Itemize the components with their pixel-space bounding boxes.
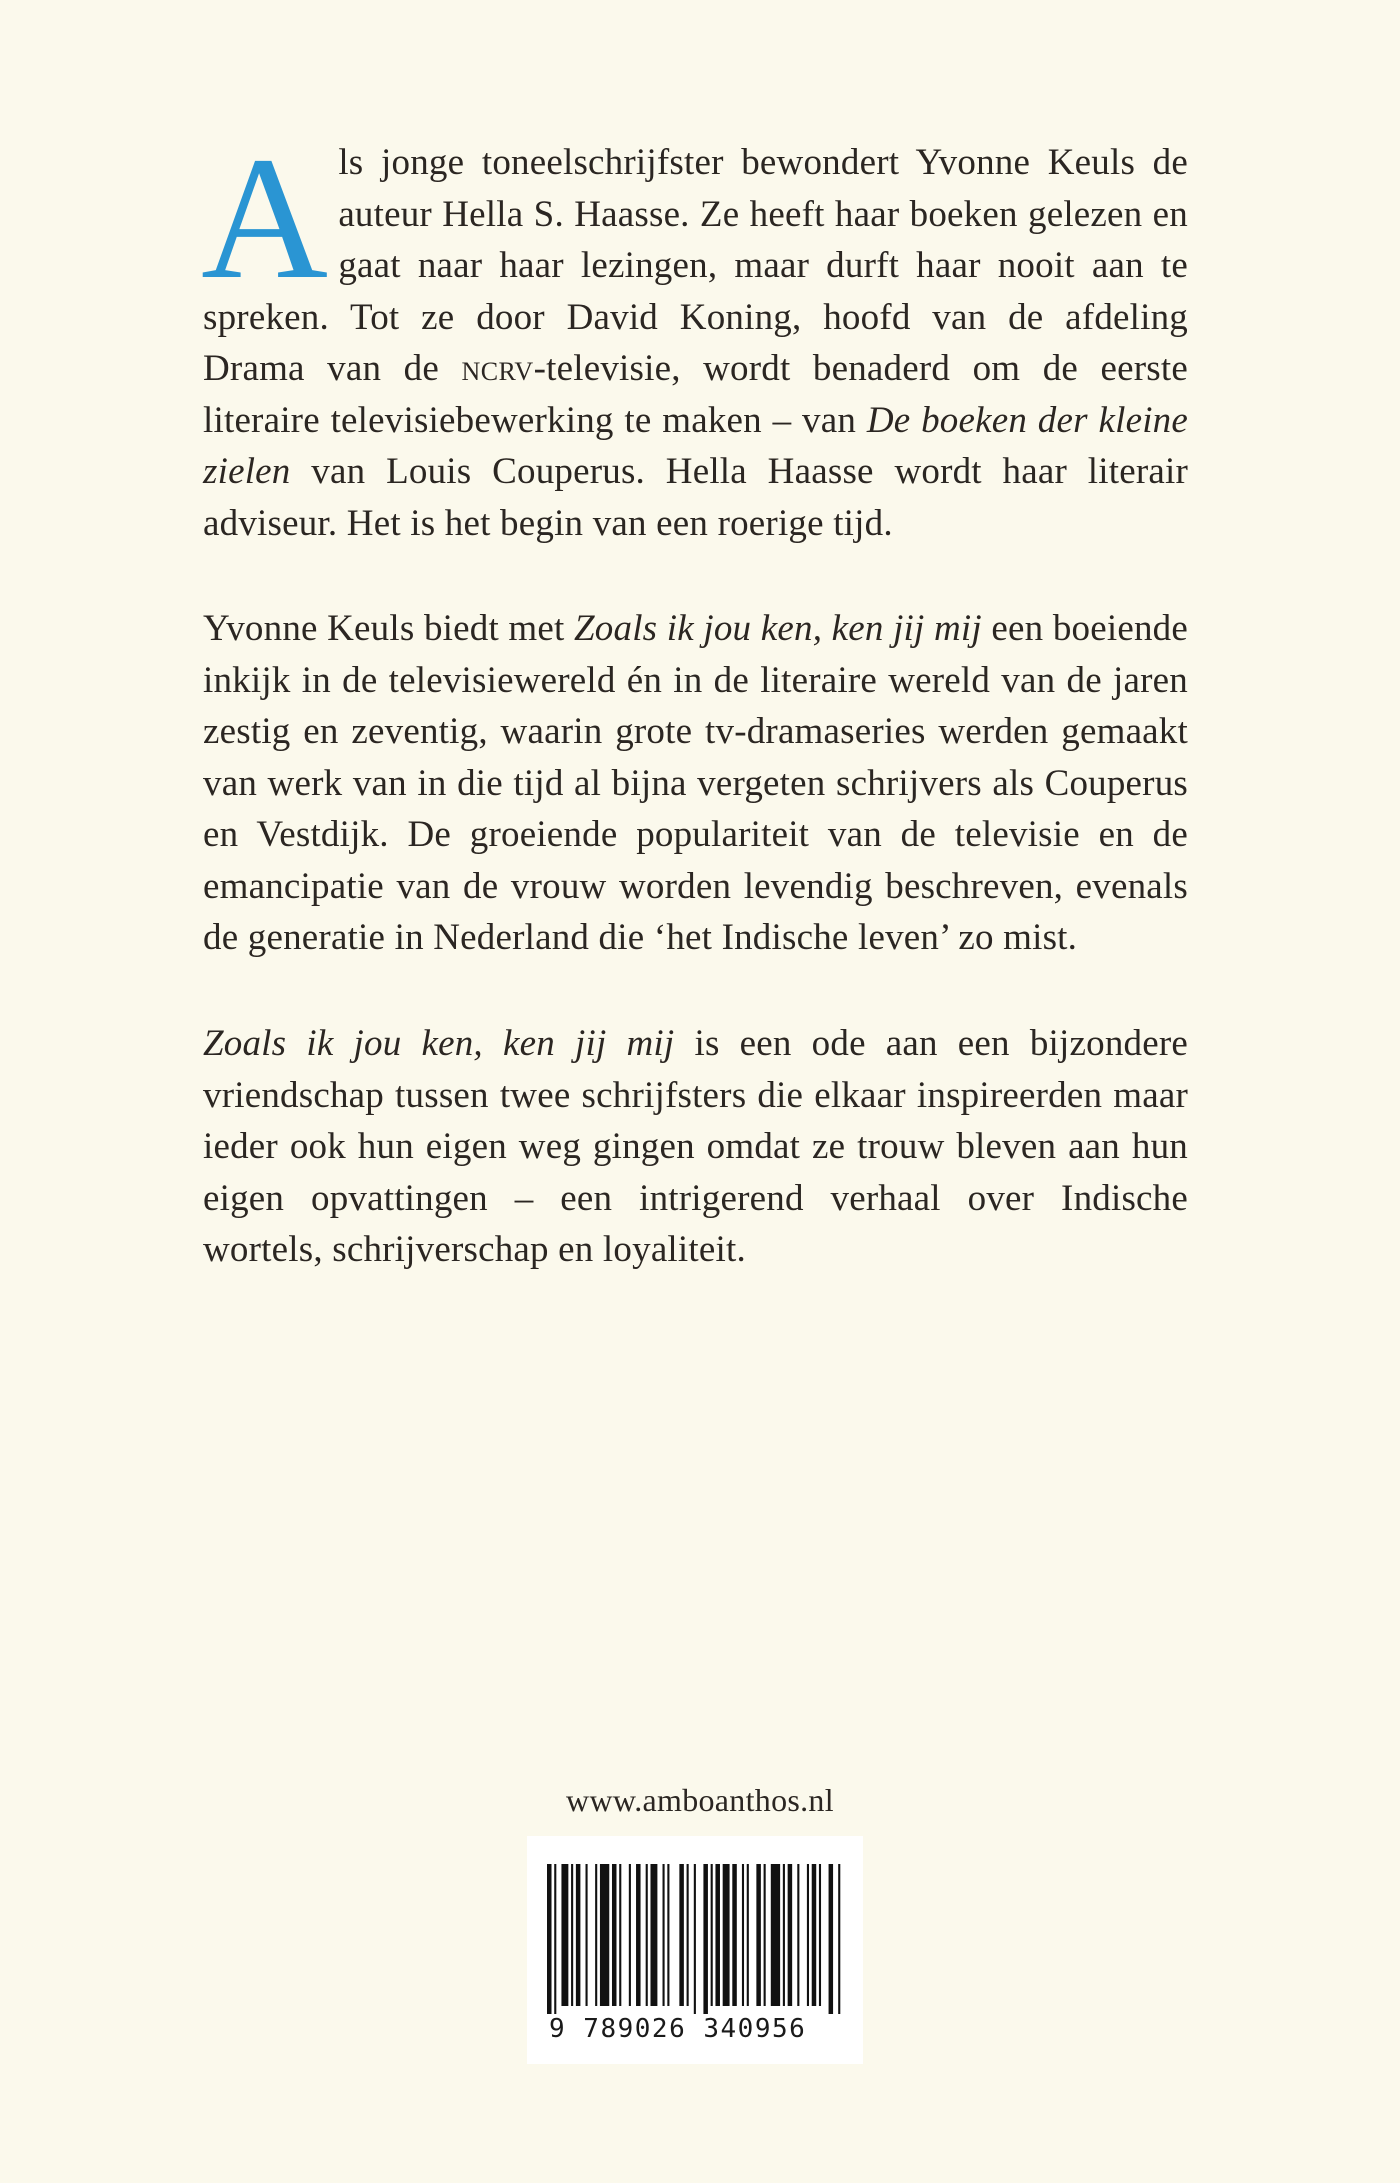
paragraph-1-text-c: van Louis Couperus. Hella Haasse wordt haar literair adviseur. Het is het begin van een roerige tijd.	[203, 451, 1188, 544]
isbn-barcode	[527, 1836, 863, 2064]
drop-cap-letter: A	[201, 121, 329, 316]
blurb-paragraph-2	[203, 603, 1188, 964]
blurb-paragraph-3	[203, 1018, 1188, 1276]
book-title: Zoals ik jou ken, ken jij mij	[574, 608, 982, 649]
ncrv-small-caps: ncrv	[461, 348, 534, 389]
paragraph-3-text-a: is een ode aan een bijzondere vriendschap tussen twee schrijfsters die elkaar inspireerden maar ieder ook hun eigen weg gingen omdat ze trouw bleven aan hun eigen opvattingen – een intrigerend verhaal over Indische wortels, schrijverschap en loyaliteit.	[203, 1023, 1188, 1270]
barcode-digits: 9 789026 340956	[549, 2014, 807, 2044]
paragraph-2-text-b: een boeiende inkijk in de televisiewereld én in de literaire wereld van de jaren zestig en zeventig, waarin grote tv-dramaseries werden gemaakt van werk van in die tijd al bijna vergeten schrijvers als Couperus en Vestdijk. De groeiende populariteit van de televisie en de emancipatie van de vrouw worden levendig beschreven, evenals de generatie in Nederland die ‘het Indische leven’ zo mist.	[203, 608, 1188, 958]
barcode-bars	[547, 1864, 843, 2014]
book-title-couperus: De boeken der kleine zielen	[203, 399, 1189, 492]
book-title: Zoals ik jou ken, ken jij mij	[203, 1023, 675, 1064]
paragraph-1-text-b: -televisie, wordt benaderd om de eerste literaire televisiebewerking te maken – van	[203, 348, 1188, 441]
blurb-paragraph-1	[201, 121, 1189, 549]
publisher-website: www.amboanthos.nl	[566, 1782, 834, 1818]
paragraph-2-text-a: Yvonne Keuls biedt met	[203, 608, 575, 649]
paragraph-1-text-a: ls jonge toneelschrijfster bewondert Yvonne Keuls de auteur Hella S. Haasse. Ze heeft haar boeken gelezen en gaat naar haar lezingen, maar durft haar nooit aan te spreken. Tot ze door David Koning, hoofd van de afdeling Drama van de	[203, 142, 1188, 389]
